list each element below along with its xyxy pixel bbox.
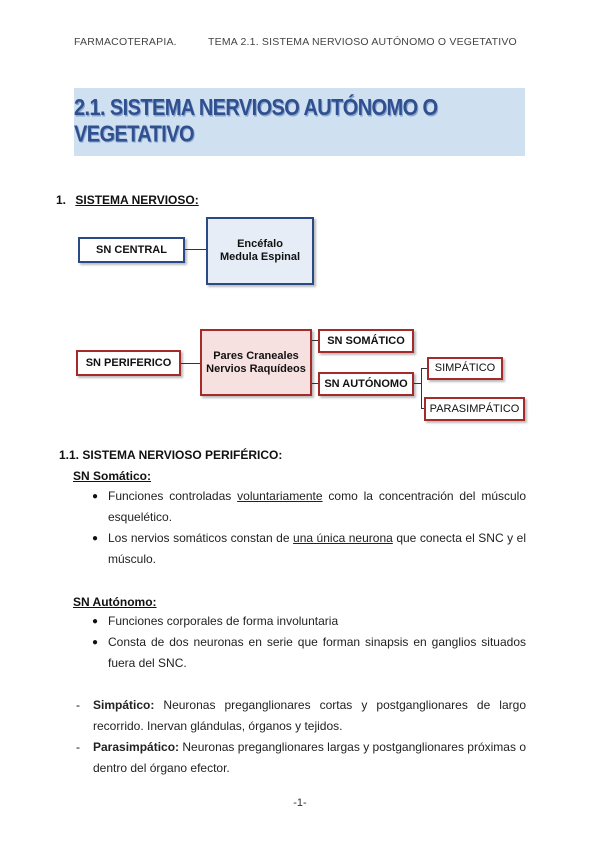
nervios-label: Nervios Raquídeos bbox=[206, 362, 306, 375]
simpatico-text: Neuronas preganglionares cortas y postganglionares de largo recorrido. Inervan glándulas, órganos y tejidos. bbox=[93, 698, 526, 733]
page-title: 2.1. SISTEMA NERVIOSO AUTÓNOMO O VEGETATIVO bbox=[74, 95, 438, 148]
sn-periferico-box bbox=[76, 350, 181, 376]
dash-marker: - bbox=[76, 740, 80, 754]
parasimpatico-term: Parasimpático: bbox=[93, 740, 180, 754]
encefalo-label: Encéfalo bbox=[237, 238, 283, 250]
bullet-text: que conecta el SNC y el músculo. bbox=[108, 531, 526, 566]
sn-central-label: SN CENTRAL bbox=[96, 243, 167, 256]
connector-central bbox=[185, 249, 207, 250]
medula-label: Medula Espinal bbox=[219, 251, 301, 263]
bullet-dot: ● bbox=[92, 616, 99, 627]
parasimpatico-text: Neuronas preganglionares largas y postganglionares próximas o dentro del órgano efector. bbox=[93, 740, 526, 775]
simpatico-description bbox=[93, 695, 526, 737]
autonomo-bullet-1: Funciones corporales de forma involuntaria bbox=[108, 614, 339, 628]
page-number: -1- bbox=[293, 797, 307, 809]
parasimpatico-label: PARASIMPÁTICO bbox=[429, 402, 520, 415]
autonomo-heading-text: SN Autónomo: bbox=[73, 595, 157, 609]
somatico-bullet-1 bbox=[108, 486, 526, 528]
somatico-bullet-2 bbox=[108, 528, 526, 570]
simpatico-box bbox=[427, 357, 503, 380]
connector-vertical bbox=[421, 368, 422, 409]
section-1-title: SISTEMA NERVIOSO: bbox=[75, 193, 199, 207]
parasimpatico-box bbox=[424, 397, 525, 421]
pares-box bbox=[200, 329, 312, 396]
simpatico-label: SIMPÁTICO bbox=[434, 362, 496, 374]
bullet-text: Funciones controladas bbox=[108, 489, 238, 503]
bullet-dot: ● bbox=[92, 637, 99, 648]
bullet-underlined: una única neurona bbox=[293, 531, 393, 545]
sn-somatico-box bbox=[318, 329, 414, 353]
sn-autonomo-label: SN AUTÓNOMO bbox=[324, 377, 408, 390]
bullet-text: Los nervios somáticos constan de bbox=[108, 531, 294, 545]
simpatico-term: Simpático: bbox=[93, 698, 155, 712]
autonomo-bullet-2: Consta de dos neuronas en serie que forman sinapsis en ganglios situados fuera del SNC. bbox=[108, 635, 526, 670]
sn-central-box bbox=[78, 237, 185, 263]
dash-marker: - bbox=[76, 698, 80, 712]
somatico-heading-text: SN Somático: bbox=[73, 469, 152, 483]
bullet-text: como la concentración del músculo esquelético. bbox=[108, 489, 527, 524]
parasimpatico-description bbox=[93, 737, 526, 779]
autonomo-heading bbox=[73, 595, 157, 609]
bullet-underlined: voluntariamente bbox=[237, 489, 323, 503]
header-left: FARMACOTERAPIA. bbox=[74, 36, 177, 48]
sn-somatico-label: SN SOMÁTICO bbox=[327, 334, 405, 347]
section-1-heading bbox=[56, 193, 199, 207]
pares-label: Pares Craneales bbox=[213, 349, 299, 362]
connector-periferico bbox=[181, 363, 201, 364]
bullet-dot: ● bbox=[92, 533, 99, 544]
sn-periferico-label: SN PERIFERICO bbox=[85, 356, 172, 369]
bullet-dot: ● bbox=[92, 491, 99, 502]
somatico-heading bbox=[73, 469, 151, 483]
section-1-1-heading: 1.1. SISTEMA NERVIOSO PERIFÉRICO: bbox=[59, 448, 283, 462]
encefalo-box bbox=[206, 217, 314, 285]
sn-autonomo-box bbox=[318, 372, 414, 396]
section-1-number: 1. bbox=[56, 193, 67, 207]
title-banner bbox=[74, 88, 525, 156]
header-right: TEMA 2.1. SISTEMA NERVIOSO AUTÓNOMO O VEGETATIVO bbox=[208, 36, 517, 48]
